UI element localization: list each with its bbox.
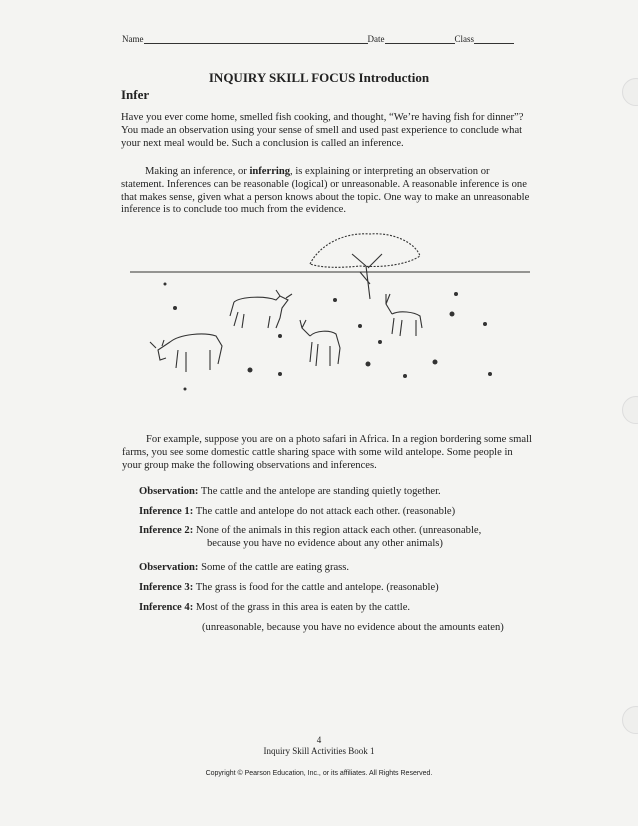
statement-observation-2: Observation: Some of the cattle are eating grass.	[139, 562, 350, 573]
antelope-right	[386, 294, 422, 336]
statement-inference-3: Inference 3: The grass is food for the cattle and antelope. (reasonable)	[139, 582, 439, 593]
antelope-center	[300, 320, 340, 366]
intro-paragraph: Have you ever come home, smelled fish cooking, and thought, “We’re having fish for dinner”? You made an observation using your sense of smell and used past experience to conclude what your next meal would be. Such a conclusion is called an inference.	[121, 112, 524, 149]
class-label: Class	[454, 34, 475, 44]
name-line	[144, 34, 368, 44]
binder-hole-middle	[622, 396, 638, 424]
binder-hole-bottom	[622, 706, 638, 734]
copyright-notice: Copyright © Pearson Education, Inc., or its affiliates. All Rights Reserved.	[205, 770, 433, 777]
definition-paragraph: Making an inference, or inferring, is explaining or interpreting an observation or statement. Inferences can be reasonable (logical) or unreasonable. A reasonable inference is one that makes sense, given what a person knows about the topic. One way to make an unreasonable inference is to conclude too much from the evidence.	[121, 166, 530, 216]
class-line	[474, 34, 514, 44]
page-number: 4	[316, 735, 322, 745]
binder-hole-top	[622, 78, 638, 106]
cattle-grazing	[150, 334, 222, 372]
safari-illustration	[130, 224, 530, 394]
date-line	[385, 34, 455, 44]
section-heading: Infer	[121, 87, 150, 102]
acacia-tree	[310, 234, 420, 299]
name-date-class-header	[122, 34, 532, 44]
name-label: Name	[122, 34, 144, 44]
statement-inference-2: Inference 2: None of the animals in this region attack each other. (unreasonable, because you have no evidence about any other animals)	[139, 525, 482, 549]
date-label: Date	[367, 34, 385, 44]
inferring-term: inferring	[249, 166, 291, 177]
page-title: INQUIRY SKILL FOCUS Introduction	[208, 70, 430, 85]
grass-tufts	[164, 283, 493, 391]
inference-4-note: (unreasonable, because you have no evidence about the amounts eaten)	[202, 622, 504, 633]
statement-inference-1: Inference 1: The cattle and antelope do not attack each other. (reasonable)	[139, 506, 456, 517]
statement-inference-4: Inference 4: Most of the grass in this area is eaten by the cattle.	[139, 602, 411, 613]
example-paragraph: For example, suppose you are on a photo safari in Africa. In a region bordering some small farms, you see some domestic cattle sharing space with some wild antelope. Some people in your group make the following observations and inferences.	[122, 434, 532, 471]
statement-observation-1: Observation: The cattle and the antelope are standing quietly together.	[139, 486, 441, 497]
book-title: Inquiry Skill Activities Book 1	[263, 746, 375, 756]
cattle-standing	[230, 290, 292, 328]
